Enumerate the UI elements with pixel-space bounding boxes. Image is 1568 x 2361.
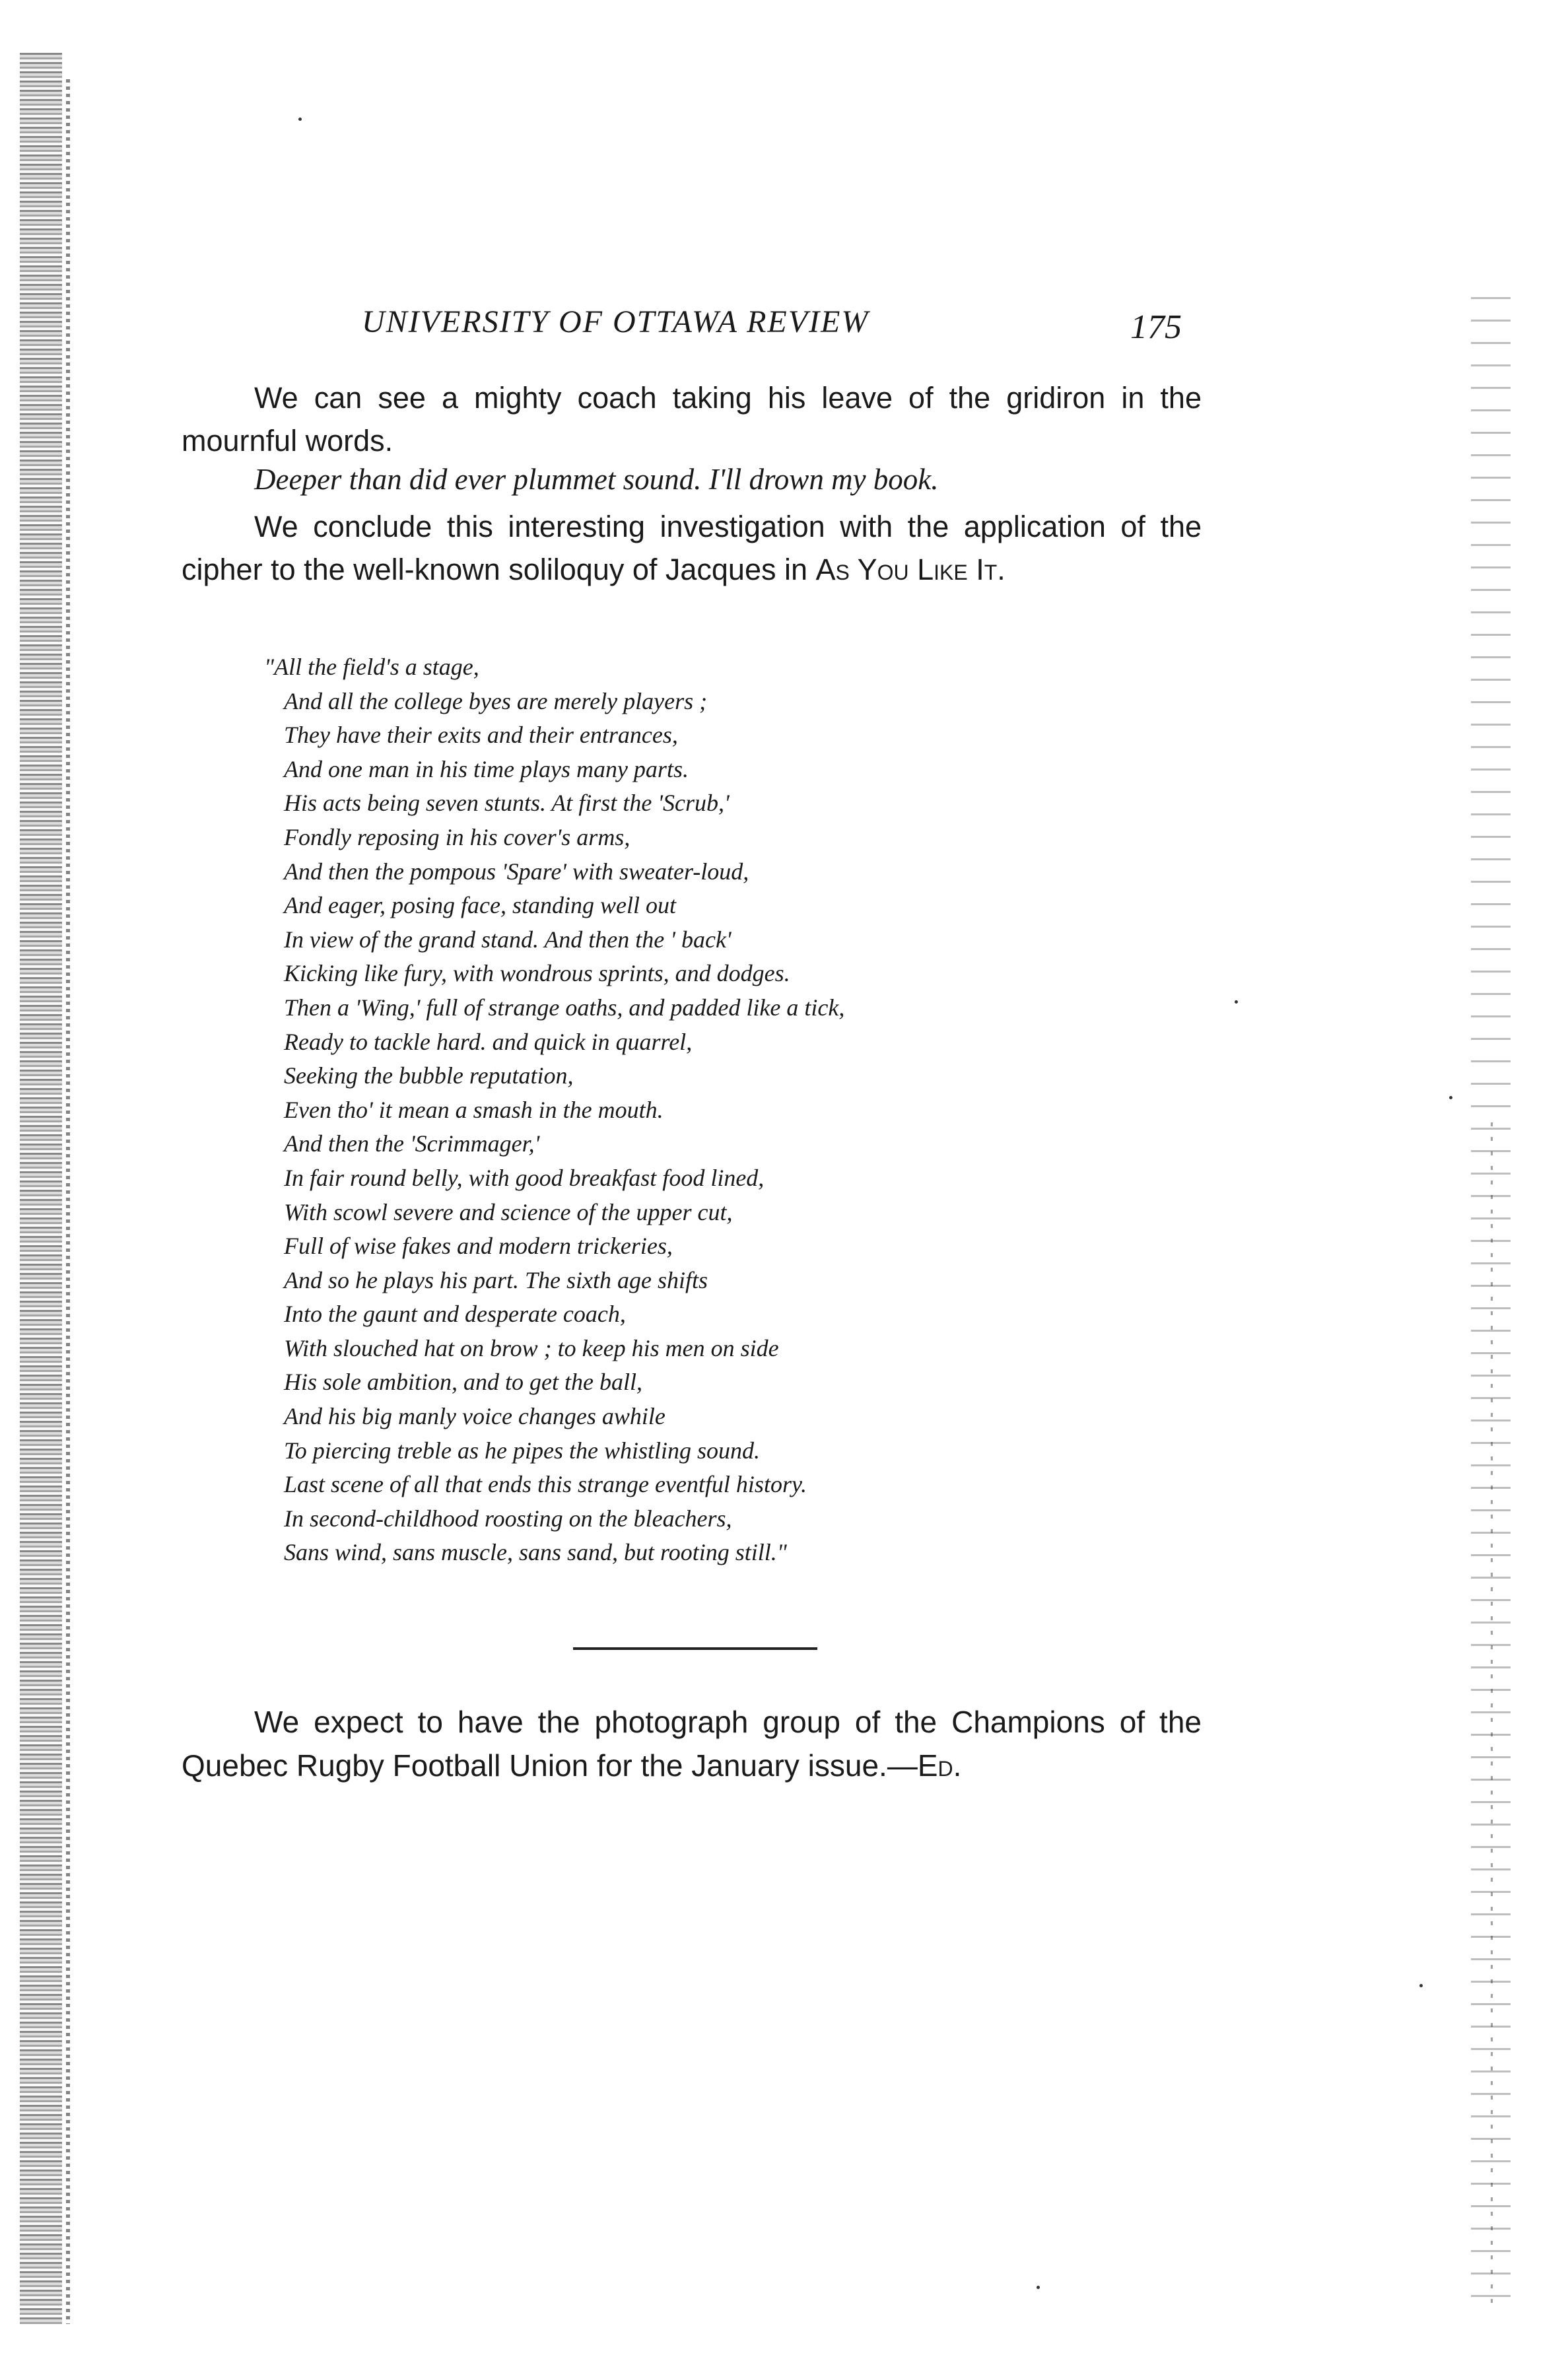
play-title: As You Like It <box>815 553 998 586</box>
scanned-binding-edge <box>20 53 62 2324</box>
poem-line: His acts being seven stunts. At first the 'Scrub,' <box>284 790 730 817</box>
poem-line: Last scene of all that ends this strange eventful history. <box>284 1471 807 1498</box>
section-divider <box>573 1647 817 1650</box>
poem-line: To piercing treble as he pipes the whistling sound. <box>284 1437 760 1464</box>
poem-line: Even tho' it mean a smash in the mouth. <box>284 1096 664 1123</box>
poem-line: And all the college byes are merely players ; <box>284 687 708 714</box>
scan-speck <box>1419 1984 1423 1987</box>
scan-speck <box>1449 1096 1452 1099</box>
poem-line: Kicking like fury, with wondrous sprints, and dodges. <box>284 960 790 987</box>
scanned-right-margin-dashes <box>1491 1122 1493 2311</box>
scan-speck <box>1235 1000 1238 1004</box>
poem-line: And his big manly voice changes awhile <box>284 1403 665 1430</box>
poem-line: In second-childhood roosting on the bleachers, <box>284 1505 732 1532</box>
poem-line: Full of wise fakes and modern trickeries, <box>284 1233 673 1260</box>
poem-line: Ready to tackle hard. and quick in quarrel, <box>284 1028 693 1055</box>
poem-line: Sans wind, sans muscle, sans sand, but rooting still." <box>284 1539 787 1566</box>
paragraph-cipher-text: We conclude this interesting investigation with the application of the cipher to the well-known soliloquy of Jacques in <box>182 510 1202 586</box>
poem-line: With slouched hat on brow ; to keep his men on side <box>284 1334 779 1361</box>
page-number: 175 <box>1130 308 1182 346</box>
poem-line: Into the gaunt and desperate coach, <box>284 1301 626 1328</box>
poem-line: They have their exits and their entrances, <box>284 722 678 749</box>
quotation-line: Deeper than did ever plummet sound. I'll drown my book. <box>254 463 939 496</box>
poem-line: His sole ambition, and to get the ball, <box>284 1369 642 1396</box>
poem-line: And eager, posing face, standing well out <box>284 892 676 919</box>
scan-speck <box>1037 2286 1040 2289</box>
poem-line: In fair round belly, with good breakfast food lined, <box>284 1164 765 1191</box>
poem-line: With scowl severe and science of the upper cut, <box>284 1198 733 1225</box>
paragraph-cipher <box>182 505 1202 591</box>
poem-line: "All the field's a stage, <box>264 654 479 680</box>
paragraph-coach: We can see a mighty coach taking his leave of the gridiron in the mournful words. <box>182 381 1202 458</box>
poem-line: Fondly reposing in his cover's arms, <box>284 823 631 850</box>
editor-signature: Ed. <box>917 1748 962 1783</box>
parody-poem <box>264 650 1188 1570</box>
poem-line: And then the pompous 'Spare' with sweater-loud, <box>284 858 749 885</box>
running-title: UNIVERSITY OF OTTAWA REVIEW <box>362 304 869 339</box>
poem-line: And so he plays his part. The sixth age shifts <box>284 1266 708 1293</box>
poem-line: Seeking the bubble reputation, <box>284 1062 574 1089</box>
editor-notice-text: We expect to have the photograph group of the Champions of the Quebec Rugby Football Union for the January issue.— <box>182 1705 1202 1783</box>
poem-line: In view of the grand stand. And then the ' back' <box>284 926 732 953</box>
poem-line: Then a 'Wing,' full of strange oaths, and padded like a tick, <box>284 994 845 1021</box>
editor-notice <box>182 1700 1202 1787</box>
paragraph-cipher-end: . <box>997 553 1006 586</box>
poem-line: And one man in his time plays many parts. <box>284 755 689 782</box>
scanned-binding-shadow <box>66 79 70 2324</box>
scan-speck <box>298 118 302 121</box>
poem-line: And then the 'Scrimmager,' <box>284 1130 540 1157</box>
